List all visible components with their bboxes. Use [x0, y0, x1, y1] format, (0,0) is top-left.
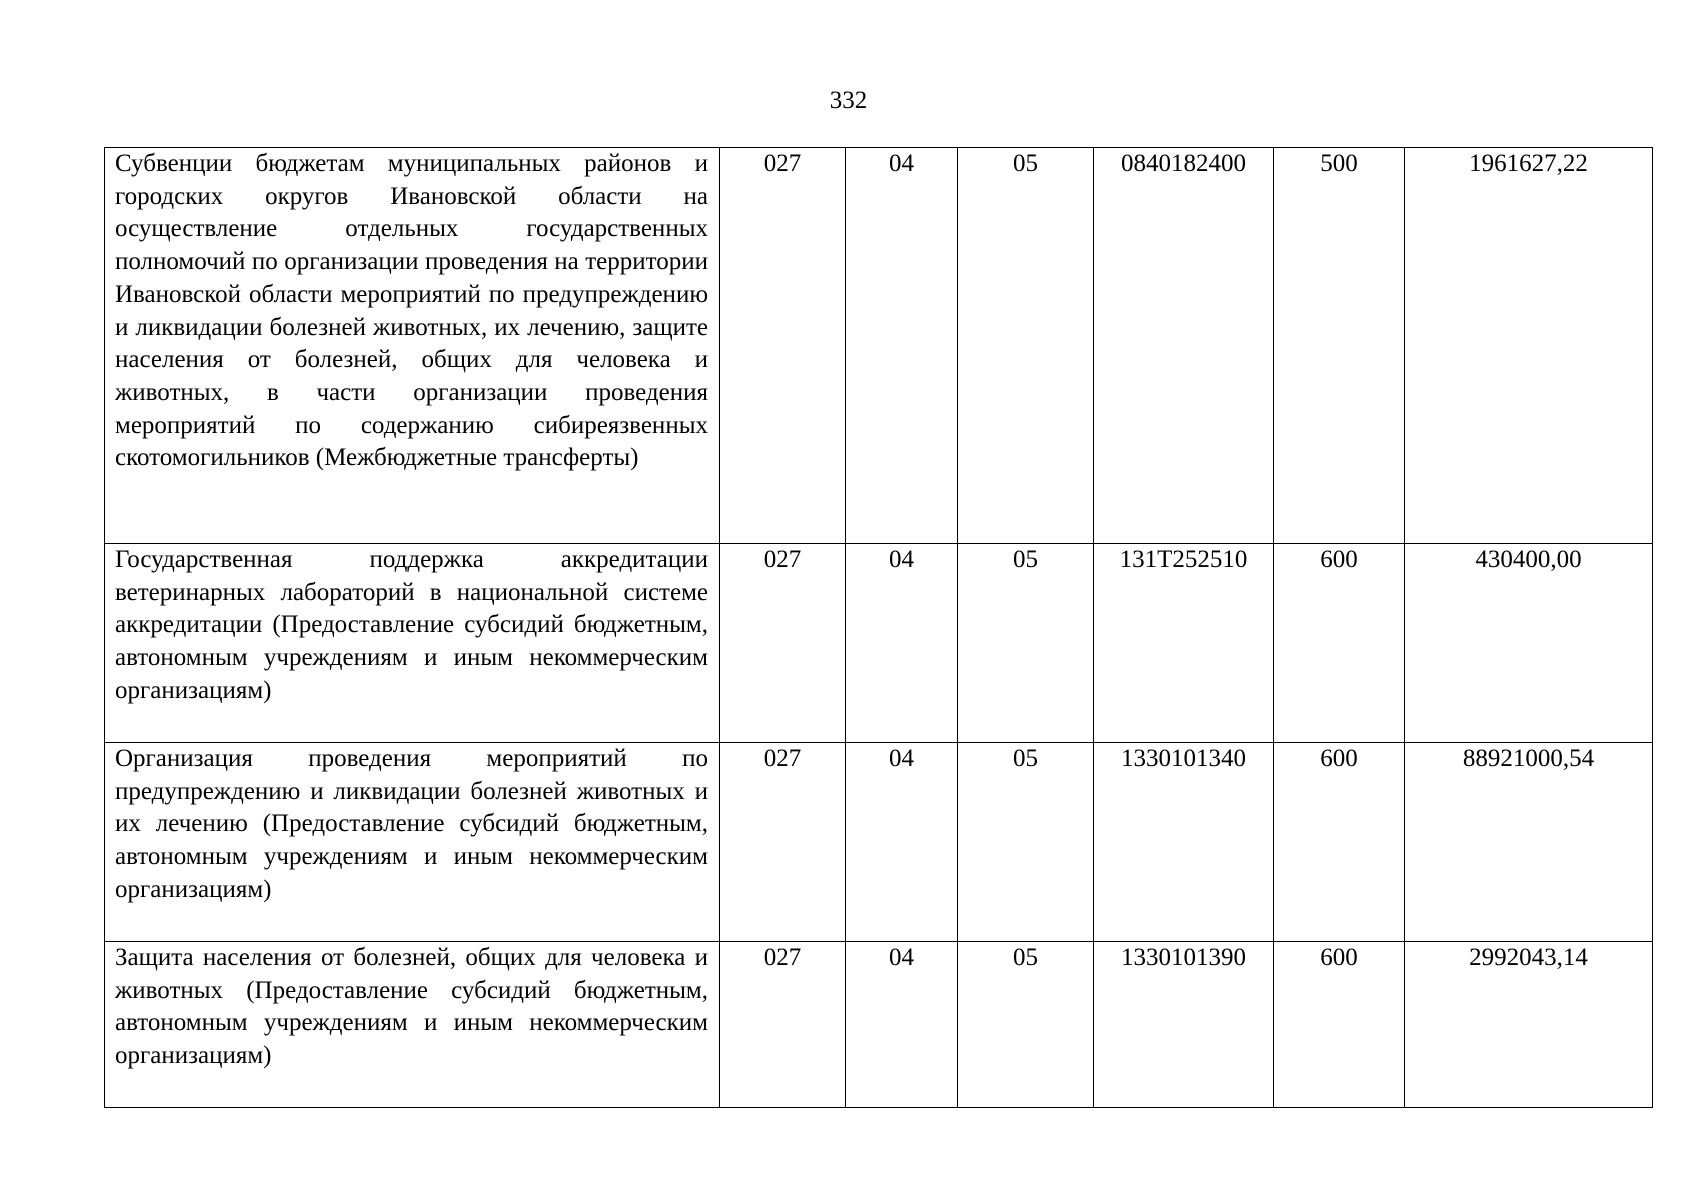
- description-cell: Организация проведения мероприятий по предупреждению и ликвидации болезней животных и их лечению (Предоставление субсидий бюджетным, автономным учреждениям и иным некоммерческим организациям): [105, 743, 720, 942]
- amount-cell: 1961627,22: [1405, 148, 1653, 544]
- expense-type-cell: 500: [1274, 148, 1405, 544]
- grbs-code-cell: 027: [720, 544, 846, 743]
- page-number: 332: [829, 87, 868, 114]
- target-article-cell: 0840182400: [1094, 148, 1274, 544]
- subsection-code-cell: 05: [958, 148, 1094, 544]
- description-cell: Субвенции бюджетам муниципальных районов и городских округов Ивановской области на осуществление отдельных государственных полномочий по организации проведения на территории Ивановской области мероприятий по предупреждению и ликвидации болезней животных, их лечению, защите населения от болезней, общих для человека и животных, в части организации проведения мероприятий по содержанию сибиреязвенных скотомогильников (Межбюджетные трансферты): [105, 148, 720, 544]
- amount-cell: 2992043,14: [1405, 942, 1653, 1108]
- section-code-cell: 04: [846, 942, 958, 1108]
- target-article-cell: 131Т252510: [1094, 544, 1274, 743]
- budget-table: [104, 147, 1653, 1108]
- section-code-cell: 04: [846, 544, 958, 743]
- amount-cell: 88921000,54: [1405, 743, 1653, 942]
- expense-type-cell: 600: [1274, 544, 1405, 743]
- expense-type-cell: 600: [1274, 743, 1405, 942]
- table-row: [105, 942, 1653, 1108]
- grbs-code-cell: 027: [720, 942, 846, 1108]
- subsection-code-cell: 05: [958, 942, 1094, 1108]
- subsection-code-cell: 05: [958, 743, 1094, 942]
- table-row: [105, 148, 1653, 544]
- description-cell: Государственная поддержка аккредитации ветеринарных лабораторий в национальной системе аккредитации (Предоставление субсидий бюджетным, автономным учреждениям и иным некоммерческим организациям): [105, 544, 720, 743]
- grbs-code-cell: 027: [720, 148, 846, 544]
- section-code-cell: 04: [846, 743, 958, 942]
- table-row: [105, 743, 1653, 942]
- target-article-cell: 1330101390: [1094, 942, 1274, 1108]
- subsection-code-cell: 05: [958, 544, 1094, 743]
- amount-cell: 430400,00: [1405, 544, 1653, 743]
- expense-type-cell: 600: [1274, 942, 1405, 1108]
- table-row: [105, 544, 1653, 743]
- description-cell: Защита населения от болезней, общих для человека и животных (Предоставление субсидий бюджетным, автономным учреждениям и иным некоммерческим организациям): [105, 942, 720, 1108]
- grbs-code-cell: 027: [720, 743, 846, 942]
- target-article-cell: 1330101340: [1094, 743, 1274, 942]
- section-code-cell: 04: [846, 148, 958, 544]
